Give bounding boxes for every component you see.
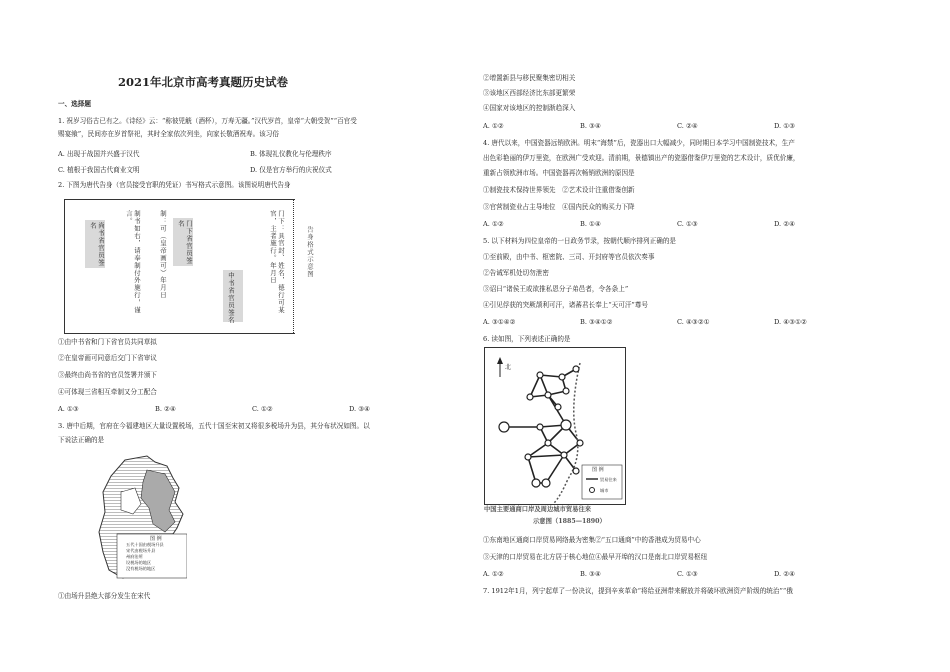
q5-option-d: D. ④③①② <box>774 318 807 326</box>
q4-option-b: B. ①④ <box>580 220 601 228</box>
q5-item-4: ④引见俘获的突厥颉利可汗，诸蕃君长奉上“天可汗”尊号 <box>483 301 648 309</box>
q1-option-b: B. 体现礼仪教化与伦理秩序 <box>250 150 332 158</box>
page-title: 2021年北京市高考真题历史试卷 <box>118 75 289 89</box>
q3-option-a: A. ①② <box>483 122 504 130</box>
q6-legend-title: 图 例 <box>592 467 604 473</box>
q6-legend-city: 城市 <box>600 488 609 493</box>
section-heading: 一、选择题 <box>58 100 91 108</box>
q3-legend-item-3: 州府治所 <box>126 554 143 559</box>
q1-line-2: 赐宴飨”，民间亦在岁首祭祀，其时全家依次列坐，向家长敬酒祝寿。该习俗 <box>58 130 279 138</box>
q5-option-b: B. ③④①② <box>580 318 613 326</box>
q1-option-d: D. 仅是官方举行的庆祝仪式 <box>250 166 332 174</box>
q6-item-2: ③天津的口岸贸易在北方居于核心地位④最早开埠的汉口是南北口岸贸易枢纽 <box>483 553 708 561</box>
q2-item-3: ③最终由尚书省的官员签署并颁下 <box>58 371 157 379</box>
q5-option-c: C. ④③②① <box>677 318 710 326</box>
q2-figure-caption: 告身格式示意图 <box>306 226 314 278</box>
q4-option-d: D. ②④ <box>774 220 796 228</box>
q4-line-3: 重新占领欧洲市场。中国瓷器再次畅销欧洲的原因是 <box>483 169 635 177</box>
q3-item-2: ②增置新县与移民聚集密切相关 <box>483 74 576 82</box>
q6-option-d: D. ②④ <box>774 570 796 578</box>
q3-option-b: B. ③④ <box>580 122 601 130</box>
q2-option-c: C. ①② <box>252 405 273 413</box>
q3-item-4: ④国家对该地区的控制渐趋深入 <box>483 104 576 112</box>
q4-item-2: ③官营制瓷业占主导地位 ④国内民众的购买力下降 <box>483 203 635 211</box>
north-label: 北 <box>505 364 512 371</box>
decree-column-1: 制书如右，请奉制付外施行，谨言。 <box>125 210 141 314</box>
q3-line-2: 下说法正确的是 <box>58 436 105 444</box>
q4-option-c: C. ①③ <box>677 220 698 228</box>
q3-legend-item-5: 没有税场的地区 <box>126 566 156 571</box>
q6-caption-2: 示意图（1885—1890） <box>533 518 606 525</box>
q6-option-c: C. ①③ <box>677 570 698 578</box>
q2-figure <box>64 199 295 334</box>
decree-column-3: 门下：具官封、姓名，德行可某官，主者施行。年月日 <box>269 210 285 314</box>
q6-option-b: B. ③④ <box>580 570 601 578</box>
q4-option-a: A. ①② <box>483 220 504 228</box>
q3-legend-item-2: 宋代由税场升县 <box>126 548 156 553</box>
q3-option-c: C. ②④ <box>677 122 698 130</box>
q2-option-b: B. ②④ <box>155 405 176 413</box>
q5-option-a: A. ③①④② <box>483 318 516 326</box>
q6-option-a: A. ①② <box>483 570 504 578</box>
q6-caption-1: 中国主要通商口岸及周边城市贸易往来 <box>484 506 592 513</box>
shangshu-signature-label: 尚书省官员签名 <box>89 222 105 267</box>
q6-legend-trade: 贸易往来 <box>600 477 617 482</box>
q7-line-1: 7. 1912年1月，列宁起草了一份决议，提到辛亥革命“将给亚洲带来解放并将破坏欧洲资产阶级的统治”“俄 <box>483 587 793 595</box>
zhongshu-signature-label: 中书省官员签名 <box>227 272 235 324</box>
q1-option-a: A. 出现于战国并兴盛于汉代 <box>58 150 140 158</box>
q2-item-4: ④可体现三省相互牵制又分工配合 <box>58 388 157 396</box>
q5-item-1: ①至前殿，由中书、枢密院、三司、开封府等官员依次奏事 <box>483 253 655 261</box>
q3-item-1: ①由场升县绝大部分发生在宋代 <box>58 592 151 600</box>
q3-legend-title: 图 例 <box>150 536 162 542</box>
q3-legend-item-4: 设税场的地区 <box>126 560 152 565</box>
q4-line-1: 4. 唐代以来，中国瓷器远销欧洲。明末“海禁”后，瓷器出口大幅减少，同时期日本学习中国制瓷技术，生产 <box>483 139 795 147</box>
q4-item-1: ①制瓷技术保持世界领先 ②艺术设计注重借鉴创新 <box>483 186 635 194</box>
q2-option-a: A. ①③ <box>58 405 79 413</box>
q3-legend-item-1: 五代十国由税场升县 <box>126 542 164 547</box>
q3-line-1: 3. 唐中后期，官府在今福建地区大量设置税场，五代十国至宋初又将很多税场升为县，其分布状况如图。以 <box>58 422 370 430</box>
q5-stem: 5. 以下材料为四位皇帝的一日政务节录，按朝代顺序排列正确的是 <box>483 237 677 245</box>
q2-item-1: ①由中书省和门下省官员共同草拟 <box>58 338 157 346</box>
q5-item-2: ②告诫军机处切勿泄密 <box>483 269 549 277</box>
q2-option-d: D. ③④ <box>349 405 371 413</box>
q2-item-2: ②在皇帝画可同意后交门下省审议 <box>58 354 157 362</box>
q5-item-3: ③诏曰“诸侯王或欲推私恩分子弟邑者，令各条上” <box>483 285 629 293</box>
q6-stem: 6. 读如图，下列表述正确的是 <box>483 335 571 343</box>
q1-line-1: 1. 祝岁习俗古已有之。《诗经》云：“称彼兕觥（酒杯），万寿无疆。”汉代岁首，皇帝“大朝受贺”“百官受 <box>58 117 357 125</box>
figure-dotted-edge <box>293 199 294 333</box>
q4-line-2: 出色彩艳丽的伊万里瓷，在欧洲广受欢迎。清前期，景德镇出产的瓷器借鉴伊万里瓷的艺术设计，质优价廉， <box>483 154 800 162</box>
q3-item-3: ③该地区西部经济比东部更繁荣 <box>483 89 576 97</box>
decree-column-2: 制：可（皇帝画可）年月日 <box>159 210 167 299</box>
menxia-signature-label: 门下省官员签名 <box>177 220 193 265</box>
q1-option-c: C. 植根于我国古代商业文明 <box>58 166 140 174</box>
q2-stem: 2. 下图为唐代告身（官员接受官职的凭证）书写格式示意图。该图说明唐代告身 <box>58 181 291 189</box>
q3-option-d: D. ①③ <box>774 122 796 130</box>
q6-item-1: ①东南地区通商口岸贸易网络最为密集②“五口通商”中的香港成为贸易中心 <box>483 536 701 544</box>
